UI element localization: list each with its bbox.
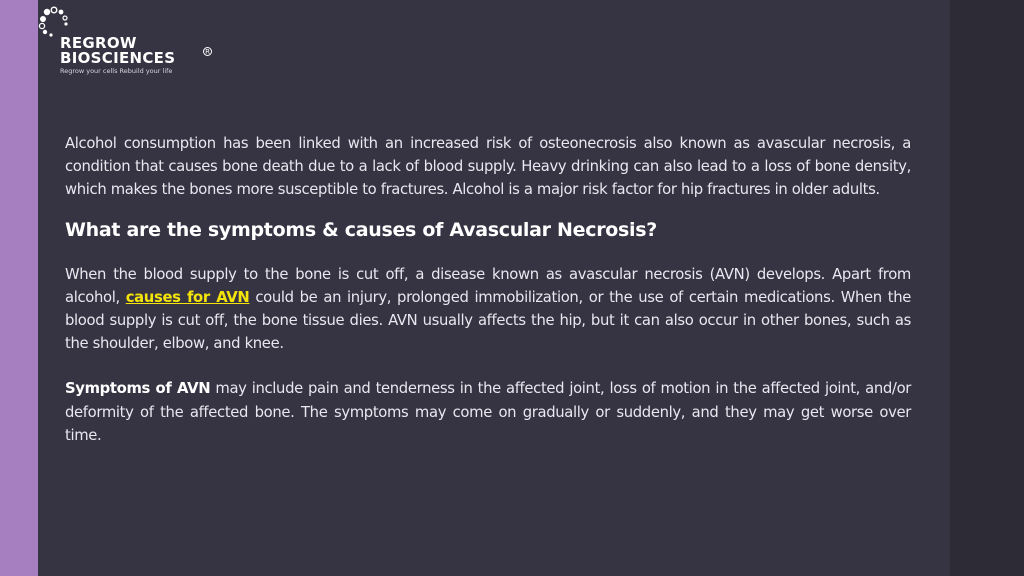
right-side-panel [950, 0, 1024, 576]
left-accent-stripe [0, 0, 38, 576]
causes-text-before: When the blood supply to the bone is cut off, a disease known as avascular necrosis (AVN) develops. Apart from alcohol, [65, 265, 911, 306]
symptoms-paragraph [65, 377, 911, 447]
article-content [65, 132, 911, 447]
symptoms-label: Symptoms of AVN [65, 380, 211, 398]
paragraph-spacer [65, 355, 911, 377]
intro-paragraph: Alcohol consumption has been linked with an increased risk of osteonecrosis also known as avascular necrosis, a condition that causes bone death due to a lack of blood supply. Heavy drinking can also lead to a loss of bone density, which makes the bones more susceptible to fractures. Alcohol is a major risk factor for hip fractures in older adults. [65, 135, 911, 199]
regrow-biosciences-logo [38, 6, 228, 78]
logo-text-biosciences: BIOSCIENCES [60, 49, 176, 67]
causes-paragraph [65, 263, 911, 356]
symptoms-text: may include pain and tenderness in the affected joint, loss of motion in the affected joint, and/or deformity of the affected bone. The symptoms may come on gradually or suddenly, and they may get worse over time. [65, 380, 911, 444]
logo-tagline: Regrow your cells Rebuild your life [60, 67, 173, 75]
logo-text-regrow: REGROW [60, 34, 137, 52]
causes-for-avn-link[interactable]: causes for AVN [125, 288, 250, 306]
causes-text-after: could be an injury, prolonged immobilization, or the use of certain medications. When the blood supply is cut off, the bone tissue dies. AVN usually affects the hip, but it can also occur in other bones, such as the shoulder, elbow, and knee. [65, 288, 911, 353]
registered-mark: R [203, 47, 212, 56]
section-heading: What are the symptoms & causes of Avascular Necrosis? [65, 218, 657, 241]
